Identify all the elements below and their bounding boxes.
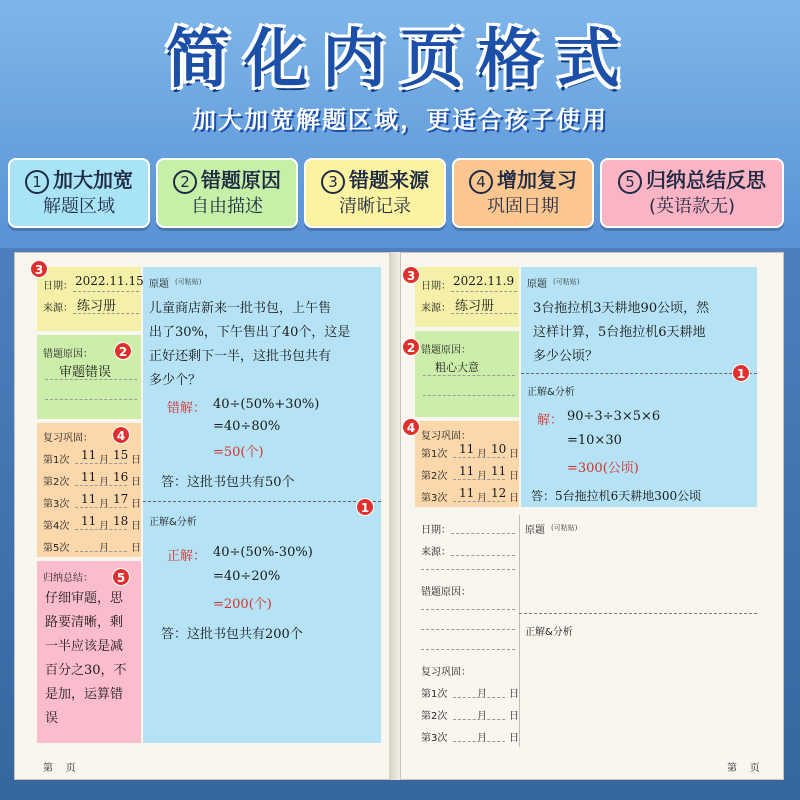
- feature-title: 增加复习: [497, 168, 577, 192]
- feature-list: [8, 158, 792, 228]
- date-label: 日期：: [421, 281, 451, 292]
- day-unit: 日: [509, 711, 519, 722]
- marker-1-left: 1: [356, 498, 374, 516]
- month-unit: 月: [99, 477, 109, 488]
- day-unit: 日: [131, 543, 141, 554]
- source-label: 来源：: [43, 303, 73, 314]
- marker-4-right: 4: [402, 418, 420, 436]
- question-line: 出了30%，下午售出了40个，这是: [149, 325, 351, 340]
- review-row-label: 第2次: [43, 477, 70, 488]
- review-month: 11: [459, 442, 475, 456]
- review-day: 18: [113, 514, 129, 528]
- wrong-line: =50(个): [213, 445, 264, 460]
- review-month: 11: [81, 492, 97, 506]
- feature-title: 错题原因: [201, 168, 281, 192]
- blank-source-label: 来源：: [421, 547, 451, 558]
- correct-line: =40÷20%: [213, 569, 281, 584]
- day-unit: 日: [131, 477, 141, 488]
- wrong-answer: 答：这批书包共有50个: [161, 475, 295, 490]
- feature-2: [156, 158, 298, 228]
- review-row-label: 第1次: [421, 689, 448, 700]
- blank-question-label: 原题: [525, 525, 545, 536]
- summary-line: 百分之30，不: [45, 663, 127, 678]
- review-label: 复习巩固：: [43, 433, 93, 444]
- month-unit: 月: [477, 449, 487, 460]
- wrong-line: =40÷80%: [213, 419, 281, 434]
- review-row-label: 第3次: [421, 733, 448, 744]
- month-unit: 月: [477, 733, 487, 744]
- day-unit: 日: [509, 733, 519, 744]
- feature-desc: 清晰记录: [339, 196, 411, 217]
- solve-line: =10×30: [567, 433, 622, 448]
- solve-line: 90÷3÷3×5×6: [567, 409, 661, 424]
- day-unit: 日: [131, 455, 141, 466]
- marker-2-right: 2: [402, 338, 420, 356]
- source-label: 来源：: [421, 303, 451, 314]
- reason-value: 粗心大意: [435, 361, 479, 374]
- number-badge: 3: [321, 170, 345, 194]
- review-month: 11: [81, 470, 97, 484]
- correct-label: 正解&分析: [149, 517, 197, 528]
- page-subtitle: 加大加宽解题区域，更适合孩子使用: [192, 106, 608, 134]
- feature-title: 归纳总结反思: [646, 168, 766, 192]
- number-badge: 1: [25, 170, 49, 194]
- marker-5-left: 5: [112, 568, 130, 586]
- day-unit: 日: [509, 493, 519, 504]
- correct-line: 40÷(50%-30%): [213, 545, 313, 560]
- number-badge: 2: [173, 170, 197, 194]
- left-page: [14, 252, 398, 780]
- month-unit: 月: [99, 521, 109, 532]
- solve-line: =300(公顷): [567, 461, 639, 476]
- feature-desc: (英语款无): [648, 196, 736, 217]
- feature-desc: 解题区域: [43, 196, 115, 217]
- blank-date-label: 日期：: [421, 525, 451, 536]
- review-day: 12: [491, 486, 507, 500]
- review-label: 复习巩固：: [421, 431, 471, 442]
- review-row-label: 第3次: [421, 493, 448, 504]
- review-day: 16: [113, 470, 129, 484]
- feature-4: [452, 158, 594, 228]
- correct-line: =200(个): [213, 597, 272, 612]
- number-badge: 4: [469, 170, 493, 194]
- blank-reason-label: 错题原因：: [421, 587, 471, 598]
- summary-line: 是加，运算错: [45, 687, 124, 702]
- blank-correct-label: 正解&分析: [525, 627, 573, 638]
- feature-title: 错题来源: [349, 168, 429, 192]
- review-day: 15: [113, 448, 129, 462]
- marker-2-left: 2: [114, 342, 132, 360]
- solve-tag: 解：: [537, 413, 564, 428]
- day-unit: 日: [131, 499, 141, 510]
- date-value: 2022.11.9: [453, 274, 515, 288]
- marker-4-left: 4: [112, 426, 130, 444]
- question-line: 多少公顷？: [533, 349, 599, 364]
- day-unit: 日: [509, 449, 519, 460]
- review-day: 11: [491, 464, 507, 478]
- question-line: 多少个？: [149, 373, 202, 388]
- feature-title: 加大加宽: [53, 168, 133, 192]
- feature-5: [600, 158, 784, 228]
- month-unit: 月: [477, 711, 487, 722]
- question-label: 原题: [149, 279, 169, 290]
- review-row-label: 第1次: [43, 455, 70, 466]
- review-row-label: 第4次: [43, 521, 70, 532]
- month-unit: 月: [99, 543, 109, 554]
- date-label: 日期：: [43, 281, 73, 292]
- review-row-label: 第3次: [43, 499, 70, 510]
- review-month: 11: [81, 448, 97, 462]
- question-line: 3台拖拉机3天耕地90公顷，然: [533, 301, 710, 316]
- review-day: 17: [113, 492, 129, 506]
- feature-desc: 自由描述: [191, 196, 263, 217]
- review-row-label: 第2次: [421, 471, 448, 482]
- source-value: 练习册: [77, 299, 117, 314]
- marker-3-right: 3: [402, 266, 420, 284]
- page-number-label: 第 页: [727, 763, 760, 774]
- question-line: 正好还剩下一半，这批书包共有: [149, 349, 332, 364]
- month-unit: 月: [477, 493, 487, 504]
- summary-line: 一半应该是减: [45, 639, 124, 654]
- wrong-solution-tag: 错解：: [167, 401, 207, 416]
- marker-3-left: 3: [30, 260, 48, 278]
- reason-label: 错题原因：: [421, 345, 471, 356]
- question-label: 原题: [527, 279, 547, 290]
- reason-value: 审题错误: [59, 365, 112, 380]
- date-value: 2022.11.15: [75, 274, 144, 288]
- reason-label: 错题原因：: [43, 349, 93, 360]
- review-month: 11: [459, 486, 475, 500]
- question-line: 儿童商店新来一批书包，上午售: [149, 301, 332, 316]
- day-unit: 日: [509, 689, 519, 700]
- blank-review-label: 复习巩固：: [421, 667, 471, 678]
- review-month: 11: [81, 514, 97, 528]
- feature-desc: 巩固日期: [487, 196, 559, 217]
- month-unit: 月: [99, 499, 109, 510]
- source-value: 练习册: [455, 299, 495, 314]
- day-unit: 日: [131, 521, 141, 532]
- solve-answer: 答：5台拖拉机6天耕地300公顷: [531, 489, 702, 503]
- blank-paste-note: (可粘贴): [551, 524, 578, 532]
- review-row-label: 第2次: [421, 711, 448, 722]
- page-number-label: 第 页: [43, 763, 76, 774]
- correct-solution-tag: 正解：: [167, 549, 207, 564]
- summary-line: 误: [45, 711, 59, 726]
- review-month: 11: [459, 464, 475, 478]
- page-title: 简化内页格式: [166, 23, 634, 97]
- number-badge: 5: [618, 170, 642, 194]
- review-row-label: 第5次: [43, 543, 70, 554]
- feature-3: [304, 158, 446, 228]
- summary-label: 归纳总结：: [43, 573, 93, 584]
- paste-note: (可粘贴): [175, 278, 202, 286]
- paste-note: (可粘贴): [553, 278, 580, 286]
- review-row-label: 第1次: [421, 449, 448, 460]
- summary-line: 路要清晰，剩: [45, 615, 124, 630]
- correct-answer: 答：这批书包共有200个: [161, 627, 303, 642]
- month-unit: 月: [477, 471, 487, 482]
- question-line: 这样计算，5台拖拉机6天耕地: [533, 325, 706, 340]
- month-unit: 月: [477, 689, 487, 700]
- day-unit: 日: [509, 471, 519, 482]
- month-unit: 月: [99, 455, 109, 466]
- wrong-line: 40÷(50%+30%): [213, 397, 320, 412]
- feature-1: [8, 158, 150, 228]
- summary-line: 仔细审题，思: [45, 591, 124, 606]
- correct-label: 正解&分析: [527, 387, 575, 398]
- review-day: 10: [491, 442, 507, 456]
- marker-1-right: 1: [732, 364, 750, 382]
- right-page: [400, 252, 784, 780]
